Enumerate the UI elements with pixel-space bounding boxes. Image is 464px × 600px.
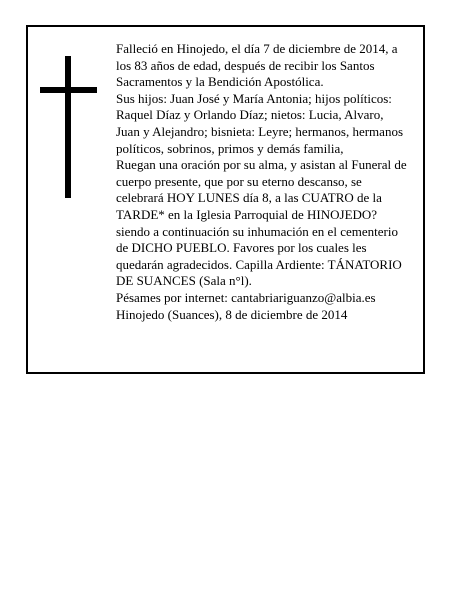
notice-line: DE SUANCES (Sala n°l).: [116, 273, 252, 289]
notice-line: TARDE* en la Iglesia Parroquial de HINOJEDO?: [116, 206, 378, 222]
cross-vertical-bar: [65, 56, 71, 198]
notice-line: de DICHO PUEBLO. Favores por los cuales les: [116, 240, 367, 256]
notice-line: políticos, sobrinos, primos y demás familia,: [116, 140, 344, 156]
notice-line: cuerpo presente, que por su eterno descanso, se: [116, 173, 362, 189]
obituary-notice: [26, 25, 425, 374]
notice-line: Sus hijos: Juan José y María Antonia; hijos políticos:: [116, 90, 392, 106]
notice-line: Falleció en Hinojedo, el día 7 de diciembre de 2014, a: [116, 41, 398, 56]
notice-line: Hinojedo (Suances), 8 de diciembre de 2014: [116, 306, 348, 322]
notice-text: [116, 41, 416, 323]
notice-line: Ruegan una oración por su alma, y asistan al Funeral de: [116, 157, 407, 173]
cross-horizontal-bar: [40, 87, 97, 93]
notice-line: los 83 años de edad, después de recibir los Santos: [116, 57, 375, 73]
notice-line: Sacramentos y la Bendición Apostólica.: [116, 74, 324, 90]
notice-line: Pésames por internet: cantabriariguanzo@albia.es: [116, 289, 376, 305]
notice-line: celebrará HOY LUNES día 8, a las CUATRO de la: [116, 190, 382, 206]
notice-line: siendo a continuación su inhumación en el cementerio: [116, 223, 398, 239]
notice-line: Raquel Díaz y Orlando Díaz; nietos: Lucia, Alvaro,: [116, 107, 384, 123]
cross-icon: [40, 56, 97, 198]
notice-line: Juan y Alejandro; bisnieta: Leyre; hermanos, hermanos: [116, 123, 404, 139]
notice-line: quedarán agradecidos. Capilla Ardiente: TÁNATORIO: [116, 256, 402, 272]
